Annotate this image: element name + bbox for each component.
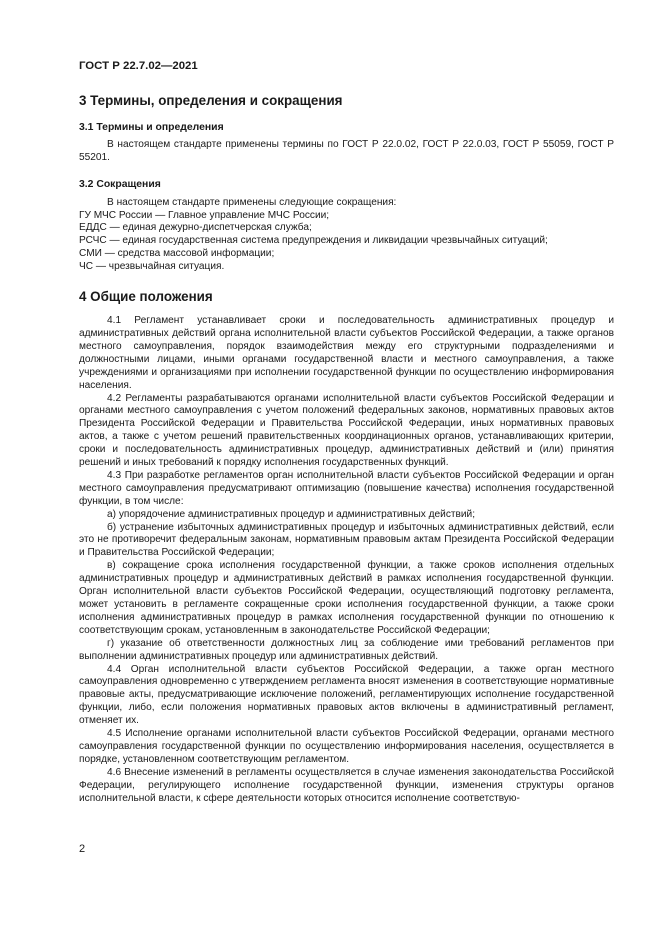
paragraph-4-2: 4.2 Регламенты разрабатываются органами исполнительной власти субъектов Российской Федерации и органами местного самоуправления с учетом положений федеральных законов, нормативных правовых актов Президента Российской Федерации и Правительства Российской Федерации, иных нормативных правовых актов, а также с учетом решений правительственных координационных органов, устанавливающих критерии, сроки и последовательность административных процедур, административных действий и (или) принятия решений и иных требований к порядку исполнения государственных функций. bbox=[79, 392, 614, 469]
paragraph-4-1: 4.1 Регламент устанавливает сроки и последовательность административных процедур и административных действий органа исполнительной власти субъектов Российской Федерации, а также органов местного самоуправления, порядок взаимодействия между его структурными подразделениями и должностными лицами, иными органами государственной власти и местного самоуправления, а также учреждениями и организациями при исполнении государственной функции по осуществлению информирования населения. bbox=[79, 315, 614, 391]
page-content bbox=[79, 86, 614, 806]
list-item-v: в) сокращение срока исполнения государственной функции, а также сроков исполнения отдельных административных процедур и административных действий в рамках исполнения государственной функции. Орган исполнительной власти субъектов Российской Федерации, осуществляющий подготовку регламента, может установить в регламенте сокращенные сроки исполнения государственной функции, а также сроки исполнения административных процедур в рамках исполнения государственной функции по отношению к соответствующим срокам, установленным в законодательстве Российской Федерации; bbox=[79, 560, 614, 636]
abbreviation-item: СМИ — средства массовой информации; bbox=[79, 248, 275, 260]
section-3-2-intro: В настоящем стандарте применены следующие сокращения: bbox=[107, 196, 397, 208]
section-4-title: 4 Общие положения bbox=[79, 289, 213, 305]
abbreviation-item: ГУ МЧС России — Главное управление МЧС России; bbox=[79, 209, 330, 221]
list-item-a: а) упорядочение административных процедур и административных действий; bbox=[107, 508, 476, 520]
paragraph-4-4: 4.4 Орган исполнительной власти субъектов Российской Федерации, а также орган местного самоуправления одновременно с утверждением регламента вносят изменения в соответствующие нормативные правовые акты, предусматривающие исключение положений, регламентирующих исполнение государственной функции, либо, если положения нормативных правовых актов включены в административный регламент, отменяет их. bbox=[79, 663, 614, 727]
list-item-g: г) указание об ответственности должностных лиц за соблюдение ими требований регламентов при выполнении административных процедур или административных действий. bbox=[79, 637, 614, 662]
section-3-2-title: 3.2 Сокращения bbox=[79, 178, 161, 190]
paragraph-4-3: 4.3 При разработке регламентов орган исполнительной власти субъектов Российской Федерации и орган местного самоуправления предусматривают оптимизацию (повышение качества) исполнения государственной функции, в том числе: bbox=[79, 469, 614, 507]
page-number: 2 bbox=[79, 843, 86, 855]
section-3-1-title: 3.1 Термины и определения bbox=[79, 122, 224, 133]
paragraph-4-6: 4.6 Внесение изменений в регламенты осуществляется в случае изменения законодательства Российской Федерации, регулирующего исполнение государственной функции, изменения структуры органов исполнительной власти, к сфере деятельности которых относится исполнение соответствую- bbox=[79, 766, 614, 804]
paragraph-4-5: 4.5 Исполнение органами исполнительной власти субъектов Российской Федерации, органами местного самоуправления государственной функции по осуществлению информирования населения, осуществляется в порядке, установленном соответствующим регламентом. bbox=[79, 728, 614, 765]
abbreviation-item: ЧС — чрезвычайная ситуация. bbox=[79, 261, 225, 273]
abbreviation-item: РСЧС — единая государственная система предупреждения и ликвидации чрезвычайных ситуаций; bbox=[79, 235, 548, 247]
section-3-title: 3 Термины, определения и сокращения bbox=[79, 93, 343, 108]
abbreviation-item: ЕДДС — единая дежурно-диспетчерская служба; bbox=[79, 222, 312, 234]
section-3-1-text: В настоящем стандарте применены термины по ГОСТ Р 22.0.02, ГОСТ Р 22.0.03, ГОСТ Р 55059, ГОСТ Р 55201. bbox=[79, 138, 614, 163]
standard-header: ГОСТ Р 22.7.02—2021 bbox=[79, 60, 198, 72]
list-item-b: б) устранение избыточных административных процедур и избыточных административных действий, если это не противоречит федеральным законам, нормативным правовым актам Президента Российской Федерации и Правительства Российской Федерации; bbox=[79, 521, 614, 559]
